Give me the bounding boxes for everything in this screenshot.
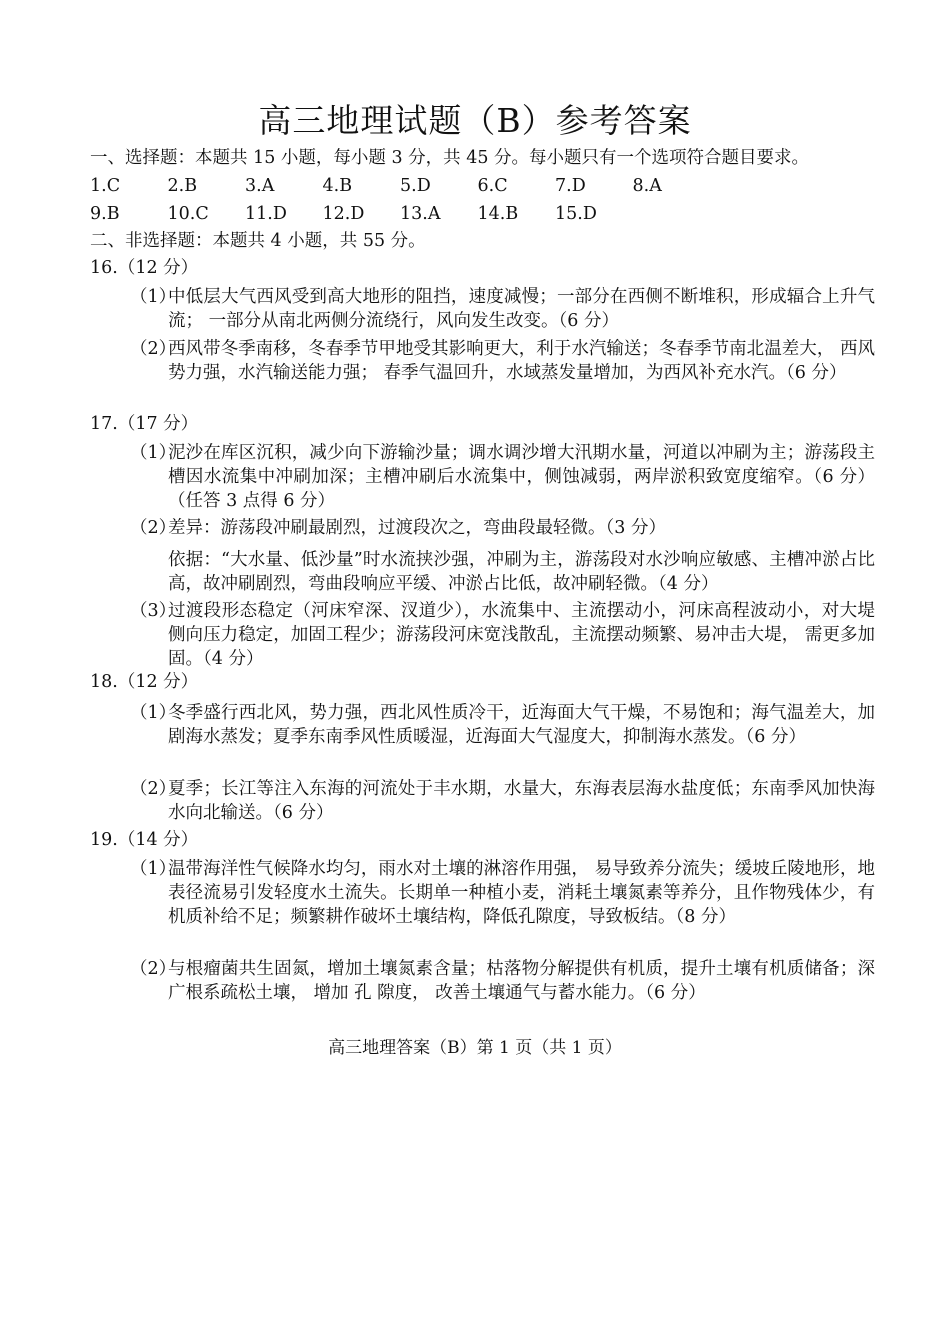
question-16-part-1: [130, 285, 875, 333]
question-17-part-2: [130, 516, 875, 540]
answer-text: 依据：“大水量、低沙量”时水流挟沙强，冲刷为主，游荡段对水沙响应敏感、主槽冲淤占比高，故冲刷剧烈，弯曲段响应平缓、冲淤占比低，故冲刷轻微。（4 分）: [168, 550, 875, 594]
part-number: （1）: [130, 859, 177, 879]
page-footer: 高三地理答案（B）第 1 页（共 1 页）: [328, 1038, 622, 1058]
mc-answer: 3.A: [245, 176, 275, 196]
answer-text: 与根瘤菌共生固氮，增加土壤氮素含量；枯落物分解提供有机质，提升土壤有机质储备；深广根系疏松土壤， 增加 孔 隙度， 改善土壤通气与蓄水能力。（6 分）: [168, 959, 875, 1003]
section-heading-free-response: 二、非选择题：本题共 4 小题，共 55 分。: [90, 231, 426, 251]
part-number: （1）: [130, 443, 177, 463]
mc-answer: 12.D: [322, 204, 365, 224]
mc-answers-row-1: [90, 174, 710, 198]
question-19-heading: 19.（14 分）: [90, 830, 199, 850]
answer-text: 冬季盛行西北风，势力强，西北风性质冷干，近海面大气干燥，不易饱和；海气温差大，加剧海水蒸发；夏季东南季风性质暖湿，近海面大气湿度大，抑制海水蒸发。（6 分）: [168, 703, 875, 747]
question-19-part-2: [130, 957, 875, 1005]
mc-answer: 9.B: [90, 204, 120, 224]
answer-text: 过渡段形态稳定（河床窄深、汊道少），水流集中、主流摆动小，河床高程波动小，对大堤侧向压力稳定，加固工程少；游荡段河床宽浅散乱，主流摆动频繁、易冲击大堤， 需更多加固。（4 分）: [168, 601, 875, 669]
mc-answer: 15.D: [555, 204, 597, 224]
answer-text: 中低层大气西风受到高大地形的阻挡，速度减慢；一部分在西侧不断堆积，形成辐合上升气流； 一部分从南北两侧分流绕行，风向发生改变。（6 分）: [168, 287, 875, 331]
mc-answer: 8.A: [632, 176, 662, 196]
answer-text: 西风带冬季南移，冬春季节甲地受其影响更大，利于水汽输送；冬春季节南北温差大， 西风势力强，水汽输送能力强； 春季气温回升，水域蒸发量增加，为西风补充水汽。（6 分）: [168, 339, 875, 383]
part-number: （1）: [130, 703, 177, 723]
question-18-part-2: [130, 777, 875, 825]
part-number: （2）: [130, 339, 177, 359]
mc-answer: 2.B: [167, 176, 198, 196]
question-18-part-1: [130, 701, 875, 749]
mc-answer: 10.C: [167, 204, 209, 224]
question-17-heading: 17.（17 分）: [90, 414, 199, 434]
part-number: （3）: [130, 601, 177, 621]
answer-text: 泥沙在库区沉积，减少向下游输沙量；调水调沙增大汛期水量，河道以冲刷为主；游荡段主槽因水流集中冲刷加深；主槽冲刷后水流集中，侧蚀减弱，两岸淤积致宽度缩窄。（6 分）（任答 3 点得 6 分）: [168, 443, 875, 511]
mc-answers-row-2: [90, 202, 633, 226]
answer-text: 差异：游荡段冲刷最剧烈，过渡段次之，弯曲段最轻微。（3 分）: [168, 518, 666, 538]
mc-answer: 4.B: [322, 176, 353, 196]
question-19-part-1: [130, 857, 875, 929]
mc-answer: 11.D: [245, 204, 287, 224]
mc-answer: 1.C: [90, 176, 121, 196]
part-number: （2）: [130, 779, 177, 799]
mc-answer: 5.D: [400, 176, 431, 196]
section-heading-multiple-choice: 一、选择题：本题共 15 小题，每小题 3 分，共 45 分。每小题只有一个选项符合题目要求。: [90, 148, 810, 168]
question-16-heading: 16.（12 分）: [90, 258, 199, 278]
mc-answer: 14.B: [477, 204, 519, 224]
question-17-part-2-basis: [130, 548, 875, 596]
question-18-heading: 18.（12 分）: [90, 672, 199, 692]
mc-answer: 13.A: [400, 204, 441, 224]
page-title: 高三地理试题（B）参考答案: [258, 101, 692, 140]
part-number: （2）: [130, 518, 177, 538]
question-17-part-3: [130, 599, 875, 671]
answer-text: 夏季；长江等注入东海的河流处于丰水期，水量大，东海表层海水盐度低；东南季风加快海水向北输送。（6 分）: [168, 779, 875, 823]
mc-answer: 6.C: [477, 176, 508, 196]
question-17-part-1: [130, 441, 875, 513]
part-number: （1）: [130, 287, 177, 307]
answer-text: 温带海洋性气候降水均匀，雨水对土壤的淋溶作用强， 易导致养分流失；缓坡丘陵地形，地表径流易引发轻度水土流失。长期单一种植小麦，消耗土壤氮素等养分，且作物残体少，有机质补给不足；频繁耕作破坏土壤结构，降低孔隙度，导致板结。（8 分）: [168, 859, 875, 927]
part-number: （2）: [130, 959, 177, 979]
question-16-part-2: [130, 337, 875, 385]
mc-answer: 7.D: [555, 176, 586, 196]
